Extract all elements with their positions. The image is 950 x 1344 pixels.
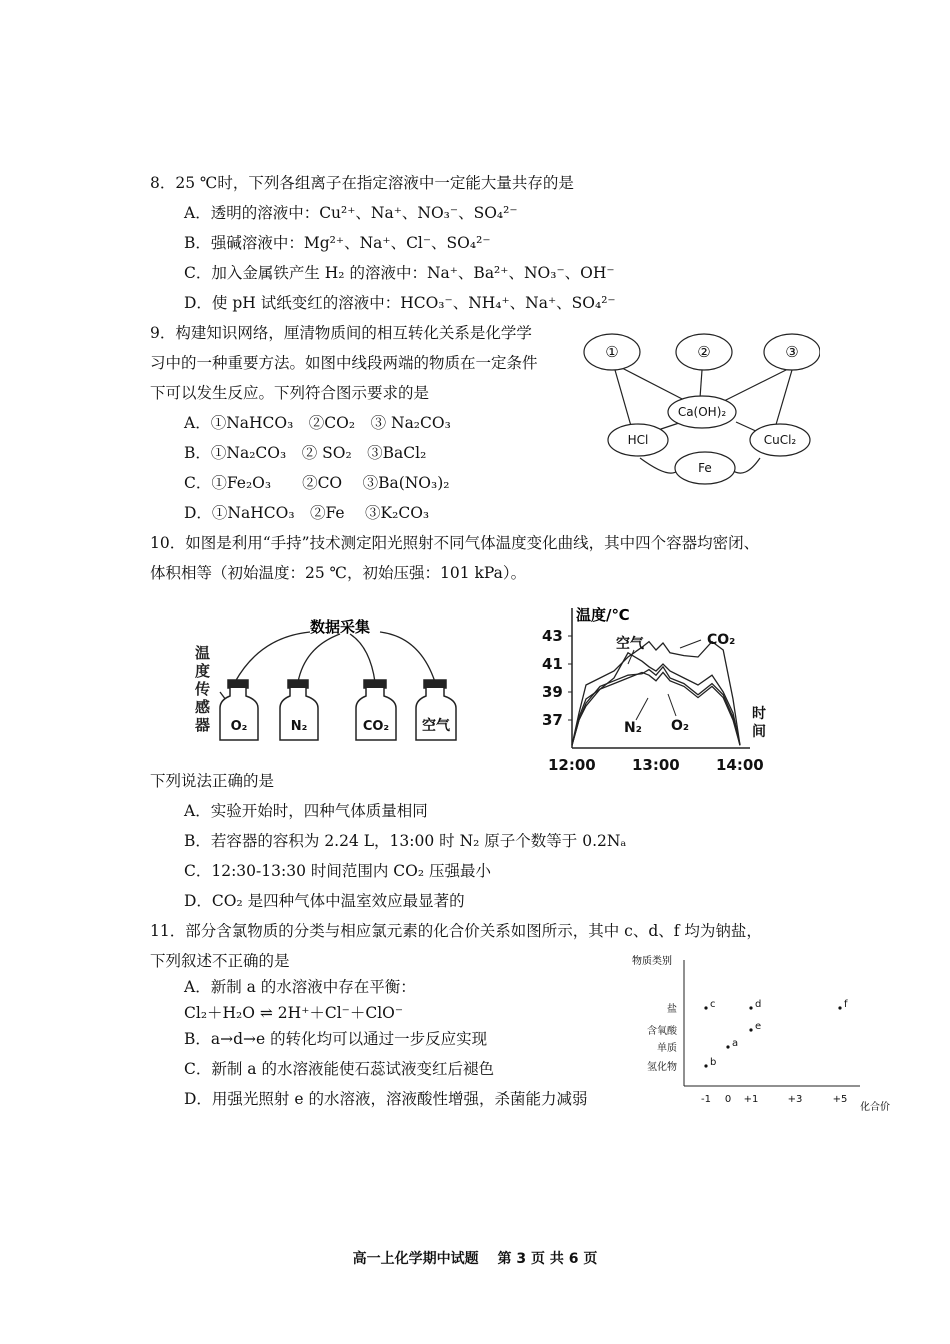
q10-bottle-air: 空气 (422, 718, 450, 734)
q10-x-tick-1: 13:00 (632, 756, 680, 774)
q10-stem-line2: 体积相等（初始温度：25 ℃，初始压强：101 kPa）。 (150, 564, 527, 582)
q10-series-label-co2: CO₂ (707, 632, 736, 648)
q9-stem-line2: 习中的一种重要方法。如图中线段两端的物质在一定条件 (150, 354, 538, 372)
q11-option-b: B．a→d→e 的转化均可以通过一步反应实现 (184, 1030, 488, 1048)
q11-x-tick-3: +3 (787, 1094, 803, 1105)
q10-bottle-o2: O₂ (230, 719, 248, 734)
q11-option-c: C．新制 a 的水溶液能使石蕊试液变红后褪色 (184, 1060, 494, 1078)
q10-x-label-2: 间 (752, 724, 766, 740)
q10-y-tick-3: 43 (542, 627, 563, 645)
q11-category-0: 氢化物 (647, 1062, 677, 1073)
q10-y-tick-0: 37 (542, 711, 563, 729)
q11-x-label: 化合价 (860, 1102, 890, 1113)
q10-sensor-char-1: 温 (195, 644, 211, 662)
q11-point-a (726, 1045, 729, 1048)
q10-temperature-chart (540, 598, 780, 778)
q10-option-b: B．若容器的容积为 2.24 L，13:00 时 N₂ 原子个数等于 0.2Nₐ (184, 832, 627, 850)
q8-option-c: C．加入金属铁产生 H₂ 的溶液中：Na⁺、Ba²⁺、NO₃⁻、OH⁻ (184, 264, 615, 282)
q10-sensor-char-5: 器 (195, 716, 211, 734)
q10-series-label-o2: O₂ (671, 718, 690, 734)
q9-node-fe: Fe (698, 461, 712, 475)
q9-node-cucl2: CuCl₂ (763, 433, 797, 447)
q9-stem-line1: 9．构建知识网络，厘清物质间的相互转化关系是化学学 (150, 324, 532, 342)
q10-y-tick-2: 41 (542, 655, 563, 673)
q11-stem-line2: 下列叙述不正确的是 (150, 952, 290, 970)
q10-y-tick-1: 39 (542, 683, 563, 701)
q9-option-b: B．①Na₂CO₃ ② SO₂ ③BaCl₂ (184, 444, 427, 462)
q9-reaction-network (580, 330, 820, 490)
q9-node-3: ③ (785, 343, 799, 361)
q10-sensor-char-2: 度 (195, 662, 211, 680)
q11-point-b (704, 1064, 707, 1067)
q11-point-label-e: e (755, 1021, 762, 1032)
q11-point-e (749, 1028, 752, 1031)
q11-category-1: 单质 (657, 1043, 677, 1054)
q11-y-label: 物质类别 (632, 956, 672, 967)
q11-category-2: 含氧酸 (647, 1026, 677, 1037)
q9-option-d: D．①NaHCO₃ ②Fe ③K₂CO₃ (184, 504, 430, 522)
q11-point-label-f: f (844, 999, 848, 1010)
q9-node-hcl: HCl (627, 433, 649, 447)
q11-x-tick-1: 0 (724, 1094, 732, 1105)
q10-bottle-n2: N₂ (290, 719, 308, 734)
q11-point-c (704, 1006, 707, 1009)
q10-lead: 下列说法正确的是 (150, 772, 275, 790)
q10-x-label-1: 时 (752, 706, 766, 722)
q11-stem-line1: 11．部分含氯物质的分类与相应氯元素的化合价关系如图所示，其中 c、d、f 均为钠盐， (150, 922, 762, 940)
q11-point-label-d: d (755, 999, 762, 1010)
q9-option-a: A．①NaHCO₃ ②CO₂ ③ Na₂CO₃ (184, 414, 451, 432)
q10-stem-line1: 10．如图是利用“手持”技术测定阳光照射不同气体温度变化曲线，其中四个容器均密闭、 (150, 534, 760, 552)
q9-option-c: C．①Fe₂O₃ ②CO ③Ba(NO₃)₂ (184, 474, 450, 492)
q10-option-d: D．CO₂ 是四种气体中温室效应最显著的 (184, 892, 465, 910)
q8-option-b: B．强碱溶液中：Mg²⁺、Na⁺、Cl⁻、SO₄²⁻ (184, 234, 491, 252)
q11-x-tick-0: -1 (701, 1094, 711, 1105)
q11-x-tick-4: +5 (832, 1094, 848, 1105)
q9-node-2: ② (697, 343, 711, 361)
q8-stem: 8．25 ℃时，下列各组离子在指定溶液中一定能大量共存的是 (150, 174, 574, 192)
q9-stem-line3: 下可以发生反应。下列符合图示要求的是 (150, 384, 430, 402)
q10-data-collection-label: 数据采集 (310, 618, 371, 636)
q10-option-c: C．12:30-13:30 时间范围内 CO₂ 压强最小 (184, 862, 491, 880)
q10-x-tick-2: 14:00 (716, 756, 764, 774)
q11-point-d (749, 1006, 752, 1009)
page-footer: 高一上化学期中试题 第 3 页 共 6 页 (352, 1251, 598, 1267)
q11-option-a-equation: Cl₂＋H₂O ⇌ 2H⁺＋Cl⁻＋ClO⁻ (184, 1004, 404, 1022)
q9-node-1: ① (605, 343, 619, 361)
q10-series-label-n2: N₂ (624, 720, 642, 736)
q9-node-caoh2: Ca(OH)₂ (677, 405, 727, 419)
q10-sensor-char-4: 感 (195, 698, 211, 716)
q10-option-a: A．实验开始时，四种气体质量相同 (184, 802, 428, 820)
q8-option-d: D．使 pH 试纸变红的溶液中：HCO₃⁻、NH₄⁺、Na⁺、SO₄²⁻ (184, 294, 616, 312)
q11-point-label-a: a (732, 1038, 739, 1049)
q11-option-a-line1: A．新制 a 的水溶液中存在平衡： (184, 978, 416, 996)
q11-category-3: 盐 (667, 1004, 677, 1015)
q11-point-label-c: c (710, 999, 716, 1010)
q10-series-label-air: 空气 (616, 636, 644, 652)
q11-point-f (838, 1006, 841, 1009)
q10-apparatus (190, 612, 470, 747)
q11-point-label-b: b (710, 1057, 717, 1068)
q11-valence-chart (620, 950, 900, 1120)
q10-series-line-3 (572, 672, 740, 745)
q10-series-line-1 (572, 653, 740, 745)
q10-y-label: 温度/℃ (576, 606, 630, 624)
q11-option-d: D．用强光照射 e 的水溶液，溶液酸性增强，杀菌能力减弱 (184, 1090, 588, 1108)
q10-bottle-co2: CO₂ (362, 719, 390, 734)
q11-x-tick-2: +1 (743, 1094, 759, 1105)
q8-option-a: A．透明的溶液中：Cu²⁺、Na⁺、NO₃⁻、SO₄²⁻ (184, 204, 518, 222)
q10-x-tick-0: 12:00 (548, 756, 596, 774)
q10-sensor-char-3: 传 (195, 680, 211, 698)
